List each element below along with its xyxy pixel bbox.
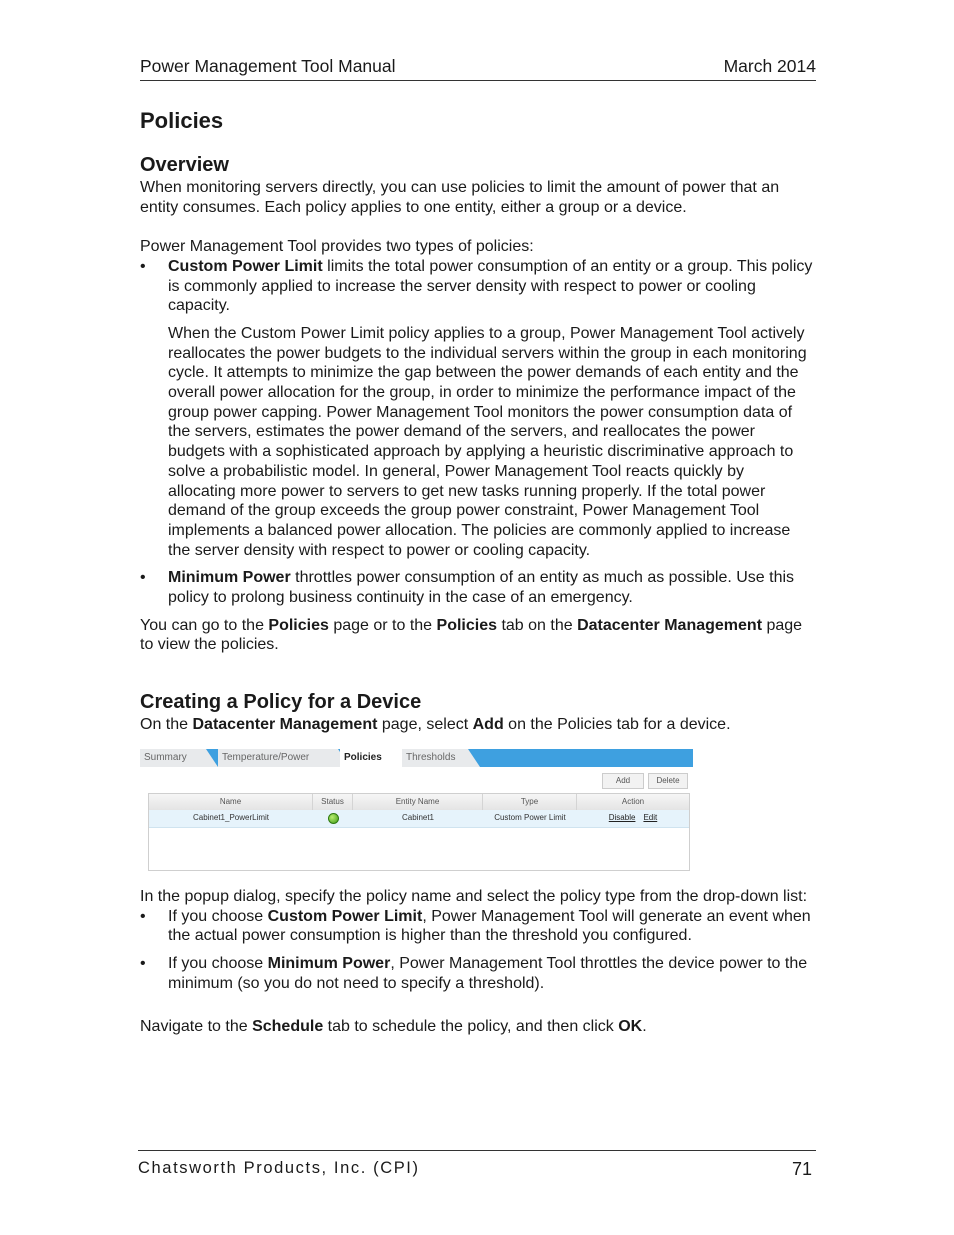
page-number: 71 bbox=[791, 1159, 812, 1179]
policy-types-intro: Power Management Tool provides two types of policies: bbox=[140, 238, 534, 256]
row-type: Custom Power Limit bbox=[494, 813, 566, 823]
choose-custom-power-limit: Custom Power Limit bbox=[267, 907, 423, 925]
custom-power-limit-details: When the Custom Power Limit policy applies to a group, Power Management Tool actively reallocates the power budgets to the individual servers within the group in each monitoring cycle. It attempts to minimize the gap between the power demands of each entity and the overall power allocation for the group, in order to minimize the performance impact of the group power capping. Power Management Tool monitors the power consumption data of the servers, estimates the power demand of the servers, and reallocates the power budgets with a sophisticated approach by applying a heuristic discriminative approach to solve a probabilistic model. In general, Power Management Tool reacts quickly by allocating more power to servers to get new tasks running properly. If the total power demand of the group exceeds the group power constraint, Power Management Tool implements a balanced power allocation. The policies are commonly applied to increase the server density with respect to power or cooling capacity. bbox=[168, 324, 807, 559]
bullet-dot: • bbox=[140, 954, 146, 972]
nav-text: tab on the bbox=[497, 616, 578, 634]
grid-header bbox=[149, 794, 689, 811]
col-name[interactable]: Name bbox=[149, 794, 313, 810]
term-minimum-power: Minimum Power bbox=[168, 569, 291, 587]
nav-text: page or to the bbox=[328, 616, 437, 634]
nav-policies-page: Policies bbox=[268, 616, 329, 634]
add-button[interactable]: Add bbox=[602, 773, 644, 789]
creating-add: Add bbox=[472, 716, 504, 734]
creating-text: on the Policies tab for a device. bbox=[503, 716, 731, 734]
manual-title: Power Management Tool Manual bbox=[140, 56, 396, 76]
page-content bbox=[140, 106, 816, 1037]
nav-datacenter-management: Datacenter Management bbox=[577, 616, 763, 634]
edit-link[interactable]: Edit bbox=[643, 813, 658, 823]
choose-text: If you choose bbox=[168, 954, 268, 972]
bullet-dot: • bbox=[140, 257, 146, 275]
navigation-paragraph bbox=[140, 616, 816, 655]
tab-label: Policies bbox=[344, 751, 382, 763]
policies-grid bbox=[148, 793, 690, 871]
bullet-dot: • bbox=[140, 907, 146, 925]
row-entity-name: Cabinet1 bbox=[401, 813, 435, 823]
minimum-power-desc: throttles power consumption of an entity as much as possible. Use this policy to prolong business continuity in the case of an emergency. bbox=[168, 569, 795, 607]
schedule-instructions bbox=[140, 1017, 816, 1037]
schedule-text: tab to schedule the policy, and then click bbox=[323, 1018, 619, 1036]
tab-label: Thresholds bbox=[406, 751, 456, 763]
choose-minimum-power: Minimum Power bbox=[267, 954, 391, 972]
tab-label: Summary bbox=[144, 751, 187, 763]
bullet-choose-custom bbox=[140, 907, 816, 946]
bullet-minimum-power bbox=[140, 568, 816, 607]
nav-text: page to view the policies. bbox=[140, 616, 803, 654]
popup-instructions: In the popup dialog, specify the policy name and select the policy type from the drop-down list: bbox=[140, 887, 808, 905]
table-row[interactable] bbox=[149, 810, 689, 828]
nav-policies-tab: Policies bbox=[436, 616, 498, 634]
term-custom-power-limit: Custom Power Limit bbox=[168, 257, 323, 275]
creating-heading: Creating a Policy for a Device bbox=[140, 691, 422, 714]
policies-tab-screenshot bbox=[140, 749, 694, 871]
tab-label: Temperature/Power bbox=[222, 751, 310, 763]
choose-minimum-desc: , Power Management Tool throttles the device power to the minimum (so you do not need to specify a threshold). bbox=[168, 954, 808, 992]
nav-text: You can go to the bbox=[140, 616, 269, 634]
col-entity-name[interactable]: Entity Name bbox=[353, 794, 483, 810]
tab-policies[interactable] bbox=[340, 749, 402, 767]
bullet-custom-power-limit bbox=[140, 257, 816, 561]
col-action[interactable]: Action bbox=[621, 796, 645, 806]
overview-heading: Overview bbox=[140, 154, 229, 176]
page-footer bbox=[138, 1150, 816, 1180]
delete-button[interactable]: Delete bbox=[648, 773, 688, 789]
section-title: Policies bbox=[140, 108, 224, 133]
schedule-text: . bbox=[642, 1018, 647, 1036]
tab-temperature-power[interactable] bbox=[218, 749, 338, 767]
creating-instructions bbox=[140, 715, 816, 735]
tab-thresholds[interactable] bbox=[402, 749, 468, 767]
company-name: Chatsworth Products, Inc. (CPI) bbox=[138, 1159, 420, 1177]
choose-custom-desc: , Power Management Tool will generate an event when the actual power consumption is higher than the threshold you configured. bbox=[168, 907, 811, 945]
col-status[interactable]: Status bbox=[313, 794, 353, 810]
custom-power-limit-desc: limits the total power consumption of an entity or a group. This policy is commonly applied to increase the server density with respect to power or cooling capacity. bbox=[168, 257, 813, 315]
tab-summary[interactable] bbox=[140, 749, 206, 767]
creating-datacenter-management: Datacenter Management bbox=[192, 716, 378, 734]
page-header bbox=[140, 56, 816, 81]
choose-text: If you choose bbox=[168, 907, 268, 925]
manual-date: March 2014 bbox=[723, 56, 816, 76]
bullet-dot: • bbox=[140, 569, 146, 587]
col-type[interactable]: Type bbox=[483, 794, 577, 810]
disable-link[interactable]: Disable bbox=[608, 813, 636, 823]
status-ok-icon bbox=[328, 813, 339, 824]
row-actions bbox=[577, 810, 689, 827]
ok-label: OK bbox=[618, 1018, 643, 1036]
schedule-tab: Schedule bbox=[252, 1018, 324, 1036]
creating-text: On the bbox=[140, 716, 193, 734]
schedule-text: Navigate to the bbox=[140, 1018, 253, 1036]
row-policy-name: Cabinet1_PowerLimit bbox=[192, 813, 270, 823]
row-status bbox=[313, 810, 353, 827]
overview-intro: When monitoring servers directly, you can use policies to limit the amount of power that an entity consumes. Each policy applies to one entity, either a group or a device. bbox=[140, 179, 780, 216]
bullet-choose-minimum bbox=[140, 954, 816, 993]
creating-text: page, select bbox=[377, 716, 473, 734]
